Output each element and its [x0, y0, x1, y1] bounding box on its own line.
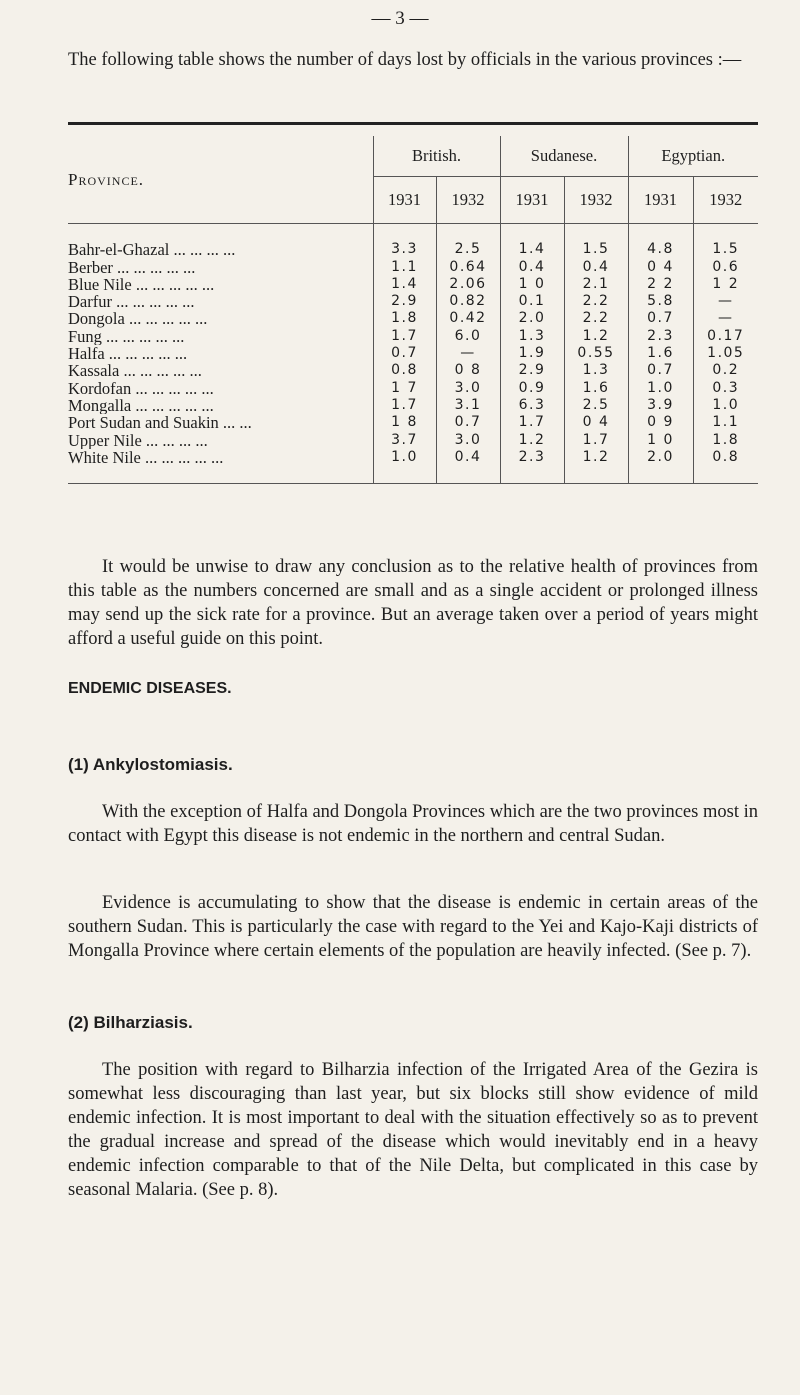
year-header: 1932: [564, 177, 628, 224]
days-lost-value: 1.5: [693, 241, 758, 258]
province-name: Dongola ... ... ... ... ...: [68, 310, 208, 328]
days-lost-value: 0.4: [564, 259, 628, 276]
table-row: [68, 310, 758, 327]
province-name: Upper Nile ... ... ... ...: [68, 431, 208, 449]
days-lost-value: 1.5: [564, 241, 628, 258]
days-lost-value: 0.1: [500, 293, 564, 310]
group-header-sudanese: Sudanese.: [500, 136, 628, 177]
days-lost-value: 1.2: [564, 449, 628, 466]
table-row: [68, 345, 758, 362]
intro-text: The following table shows the number of days lost by officials in the various provinces :—: [68, 50, 742, 70]
header-gap-row: [68, 224, 758, 242]
year-header: 1931: [373, 177, 436, 224]
days-lost-value: 1.8: [373, 310, 436, 327]
province-name: Halfa ... ... ... ... ...: [68, 345, 188, 363]
province-header: Province.: [68, 169, 145, 189]
section-title-ankylostomiasis: (1) Ankylostomiasis.: [68, 755, 233, 774]
province-name: Blue Nile ... ... ... ... ...: [68, 275, 215, 294]
days-lost-value: 1 0: [500, 276, 564, 293]
province-name: Port Sudan and Suakin ... ...: [68, 414, 252, 432]
days-lost-value: 1.7: [500, 414, 564, 431]
table-row: [68, 328, 758, 345]
days-lost-value: 0.55: [564, 345, 628, 362]
section-heading: ENDEMIC DISEASES.: [68, 680, 232, 697]
days-lost-value: 2.5: [436, 241, 500, 258]
days-lost-value: 2.0: [500, 310, 564, 327]
table-row: [68, 362, 758, 379]
days-lost-value: 0 8: [436, 362, 500, 379]
days-lost-value: 1 8: [373, 414, 436, 431]
days-lost-value: 0.8: [693, 449, 758, 466]
table-row: [68, 449, 758, 466]
province-name: Darfur ... ... ... ... ...: [68, 293, 195, 311]
province-name: Berber ... ... ... ... ...: [68, 258, 196, 276]
days-lost-value: 1 7: [373, 380, 436, 397]
days-lost-value: 0.9: [500, 380, 564, 397]
days-lost-value: 1.3: [564, 362, 628, 379]
province-name: Mongalla ... ... ... ... ...: [68, 396, 214, 415]
days-lost-value: 0.6: [693, 259, 758, 276]
table-row: [68, 380, 758, 397]
group-header-egyptian: Egyptian.: [628, 136, 758, 177]
days-lost-value: —: [693, 293, 758, 310]
days-lost-value: 0.17: [693, 328, 758, 345]
days-lost-value: 1.1: [693, 414, 758, 431]
days-lost-value: 1.7: [564, 432, 628, 449]
days-lost-value: 1.9: [500, 345, 564, 362]
table-row: [68, 293, 758, 310]
days-lost-value: —: [436, 345, 500, 362]
days-lost-value: 6.3: [500, 397, 564, 414]
days-lost-value: 2.0: [628, 449, 693, 466]
days-lost-value: 0.7: [628, 310, 693, 327]
days-lost-value: 0.82: [436, 293, 500, 310]
days-lost-value: 1.0: [373, 449, 436, 466]
days-lost-value: 2.9: [373, 293, 436, 310]
days-lost-value: 0.7: [436, 414, 500, 431]
para-after-table: It would be unwise to draw any conclusion as to the relative health of provinces from this table as the numbers concerned are small and as a single accident or prolonged illness may send up the sick rate for a province. But an average taken over a period of years might afford a useful guide on this point.: [68, 557, 758, 649]
ankylostomiasis-para-1: With the exception of Halfa and Dongola Provinces which are the two provinces most in contact with Egypt this disease is not endemic in the northern and central Sudan.: [68, 802, 758, 846]
days-lost-value: 2.5: [564, 397, 628, 414]
days-lost-value: 1.05: [693, 345, 758, 362]
days-lost-value: 1.0: [693, 397, 758, 414]
table-row: [68, 414, 758, 431]
days-lost-value: 0 9: [628, 414, 693, 431]
days-lost-value: 0 4: [628, 259, 693, 276]
table-row: [68, 397, 758, 414]
days-lost-value: 3.3: [373, 241, 436, 258]
days-lost-value: 0.4: [436, 449, 500, 466]
days-lost-value: 1.1: [373, 259, 436, 276]
days-lost-value: 0.3: [693, 380, 758, 397]
province-name: Bahr-el-Ghazal ... ... ... ...: [68, 241, 236, 259]
days-lost-value: 2.2: [564, 293, 628, 310]
province-name: Kassala ... ... ... ... ...: [68, 362, 202, 380]
year-header: 1932: [436, 177, 500, 224]
days-lost-value: 1.3: [500, 328, 564, 345]
days-lost-value: 1.4: [373, 276, 436, 293]
page-number: — 3 —: [371, 8, 429, 29]
days-lost-value: 1.4: [500, 241, 564, 258]
bilharziasis-para-1: The position with regard to Bilharzia infection of the Irrigated Area of the Gezira is somewhat less discouraging than last year, but six blocks still show evidence of mild endemic infection. It is most important to deal with the situation effectively so as to prevent the gradual increase and spread of the disease which would inevitably end in a heavy endemic infection comparable to that of the Nile Delta, but complicated in this case by seasonal Malaria. (See p. 8).: [68, 1060, 758, 1200]
days-lost-value: 0 4: [564, 414, 628, 431]
days-lost-value: 2 2: [628, 276, 693, 293]
days-lost-value: 0.4: [500, 259, 564, 276]
days-lost-value: 1.8: [693, 432, 758, 449]
days-lost-value: 1.7: [373, 328, 436, 345]
days-lost-value: 0.64: [436, 259, 500, 276]
days-lost-value: 0.8: [373, 362, 436, 379]
days-lost-value: 0.42: [436, 310, 500, 327]
days-lost-value: 1.7: [373, 397, 436, 414]
year-header: 1931: [500, 177, 564, 224]
days-lost-value: 2.3: [628, 328, 693, 345]
days-lost-value: 4.8: [628, 241, 693, 258]
province-name: White Nile ... ... ... ... ...: [68, 448, 224, 467]
days-lost-value: 6.0: [436, 328, 500, 345]
section-title-bilharziasis: (2) Bilharziasis.: [68, 1013, 193, 1032]
days-lost-value: 2.1: [564, 276, 628, 293]
table-row: [68, 259, 758, 276]
ankylostomiasis-para-2: Evidence is accumulating to show that the disease is endemic in certain areas of the southern Sudan. This is particularly the case with regard to the Yei and Kajo-Kaji districts of Mongalla Province where certain elements of the population are heavily infected. (See p. 7).: [68, 893, 758, 961]
days-lost-value: 3.9: [628, 397, 693, 414]
year-header: 1931: [628, 177, 693, 224]
days-lost-value: 3.0: [436, 380, 500, 397]
table-end-row: [68, 466, 758, 484]
province-name: Fung ... ... ... ... ...: [68, 327, 185, 346]
days-lost-value: 1.0: [628, 380, 693, 397]
table-row: [68, 432, 758, 449]
table-row: [68, 241, 758, 258]
days-lost-value: 1 0: [628, 432, 693, 449]
days-lost-value: 0.7: [373, 345, 436, 362]
days-lost-value: 2.9: [500, 362, 564, 379]
days-lost-value: 2.06: [436, 276, 500, 293]
days-lost-value: 5.8: [628, 293, 693, 310]
days-lost-value: 3.1: [436, 397, 500, 414]
days-lost-value: 1.2: [500, 432, 564, 449]
days-lost-value: 0.2: [693, 362, 758, 379]
days-lost-value: 3.7: [373, 432, 436, 449]
days-lost-value: 1 2: [693, 276, 758, 293]
days-lost-table: [68, 136, 758, 484]
province-name: Kordofan ... ... ... ... ...: [68, 379, 214, 397]
days-lost-value: 3.0: [436, 432, 500, 449]
days-lost-value: 1.2: [564, 328, 628, 345]
group-header-british: British.: [373, 136, 500, 177]
days-lost-value: —: [693, 310, 758, 327]
table-row: [68, 276, 758, 293]
table-top-rule: [68, 122, 758, 125]
days-lost-value: 1.6: [628, 345, 693, 362]
days-lost-value: 2.2: [564, 310, 628, 327]
days-lost-value: 0.7: [628, 362, 693, 379]
year-header: 1932: [693, 177, 758, 224]
days-lost-value: 1.6: [564, 380, 628, 397]
days-lost-value: 2.3: [500, 449, 564, 466]
